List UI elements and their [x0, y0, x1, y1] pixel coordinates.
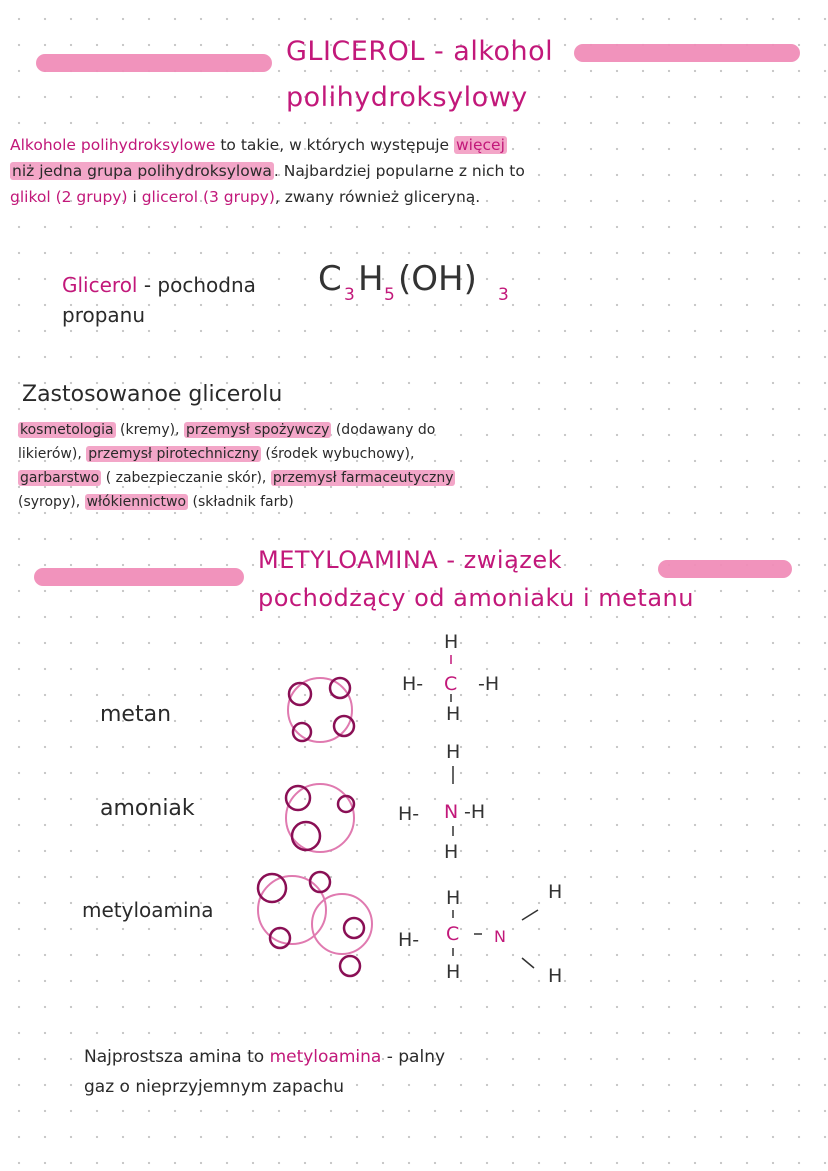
uses-text: ( zabezpieczanie skór),: [101, 470, 271, 486]
summary-line2: gaz o nieprzyjemnym zapachu: [84, 1077, 345, 1097]
amoniak-h-left: H-: [398, 803, 420, 825]
glicerol-title-line1: GLICEROL - alkohol: [286, 36, 554, 67]
uses-text: (syropy),: [18, 494, 85, 510]
uses-text: (kremy),: [115, 422, 184, 438]
metan-molecule: [288, 678, 354, 742]
highlight-stroke-left: [36, 54, 272, 72]
metan-h-bottom: H: [446, 703, 461, 725]
formula-oh: (OH): [398, 259, 477, 299]
amoniak-n: N: [444, 801, 459, 823]
formula-c-sub: 3: [344, 285, 355, 305]
metyloamina-formula: [398, 881, 562, 987]
metyloamina-h-upper: H: [548, 881, 563, 903]
use-garbarstwo: garbarstwo: [20, 470, 100, 486]
glicerol-def-text: - pochodna: [137, 273, 256, 297]
metyloamina-n: N: [494, 927, 506, 946]
intro-term: Alkohole polihydroksylowe: [10, 136, 216, 154]
structural-formulas: [390, 622, 610, 992]
metan-formula: [402, 631, 499, 725]
amoniak-h-right: -H: [464, 801, 486, 823]
formula-h-sub: 5: [384, 285, 395, 305]
glicerol-title-line2: polihydroksylowy: [286, 82, 528, 113]
highlight-stroke-right: [574, 44, 800, 62]
summary-text: Najprostsza amina to: [84, 1047, 270, 1067]
formula-h: H: [358, 259, 384, 299]
uses-text: (dodawany do: [331, 422, 436, 438]
intro-text: to takie, w których występuje: [215, 136, 454, 154]
label-metan: metan: [100, 702, 172, 727]
summary-text: - palny: [381, 1047, 446, 1067]
glicerol-def-line2: propanu: [62, 303, 146, 327]
metyloamina-molecule: [258, 872, 372, 976]
intro-text: , zwany również gliceryną.: [274, 188, 481, 206]
metan-c: C: [444, 673, 458, 695]
use-farmaceutyczny: przemysł farmaceutyczny: [272, 470, 454, 486]
metylo-title-line2: pochodzący od amoniaku i metanu: [258, 584, 694, 612]
metyloamina-c: C: [446, 923, 460, 945]
uses-text: (środek wybuchowy),: [260, 446, 415, 462]
uses-text: likierów),: [18, 446, 87, 462]
formula-oh-sub: 3: [498, 285, 509, 305]
glicerol-word: Glicerol: [62, 273, 138, 297]
glicerol-formula: [318, 252, 538, 312]
metan-h-left: H-: [402, 673, 424, 695]
intro-highlight-group: niż jedna grupa polihydroksylowa: [12, 162, 272, 180]
intro-paragraph: [10, 132, 525, 210]
metyloamina-h-left: H-: [398, 929, 420, 951]
use-kosmetologia: kosmetologia: [20, 422, 114, 438]
metyloamina-h-lower: H: [548, 965, 563, 987]
summary-paragraph: [84, 1042, 445, 1102]
metyloamina-h-top: H: [446, 887, 461, 909]
amoniak-h-bottom: H: [444, 841, 459, 863]
intro-text: i: [127, 188, 142, 206]
metan-h-right: -H: [478, 673, 500, 695]
uses-heading: Zastosowanoe glicerolu: [22, 382, 283, 407]
use-spozywczy: przemysł spożywczy: [185, 422, 330, 438]
uses-text: (składnik farb): [188, 494, 294, 510]
metyloamina-h-bottom: H: [446, 961, 461, 983]
amoniak-molecule: [286, 784, 354, 852]
glicerol-definition: [62, 270, 256, 330]
highlight-stroke-right-2: [658, 560, 792, 578]
intro-glikol: glikol (2 grupy): [10, 188, 128, 206]
intro-text: . Najbardziej popularne z nich to: [273, 162, 525, 180]
uses-paragraph: [18, 418, 455, 514]
amoniak-formula: [398, 741, 485, 863]
highlight-stroke-left-2: [34, 568, 244, 586]
intro-glicerol: glicerol (3 grupy): [141, 188, 275, 206]
metan-h-top: H: [444, 631, 459, 653]
metylo-title-line1: METYLOAMINA - związek: [258, 546, 563, 574]
summary-metyloamina: metyloamina: [269, 1047, 382, 1067]
label-metyloamina: metyloamina: [82, 898, 214, 922]
intro-highlight-more: więcej: [456, 136, 505, 154]
use-pirotechniczny: przemysł pirotechniczny: [88, 446, 259, 462]
label-amoniak: amoniak: [100, 796, 195, 821]
formula-c: C: [318, 259, 342, 299]
molecule-diagrams: [240, 660, 380, 990]
use-wlokiennictwo: włókiennictwo: [86, 494, 187, 510]
amoniak-h-top: H: [446, 741, 461, 763]
